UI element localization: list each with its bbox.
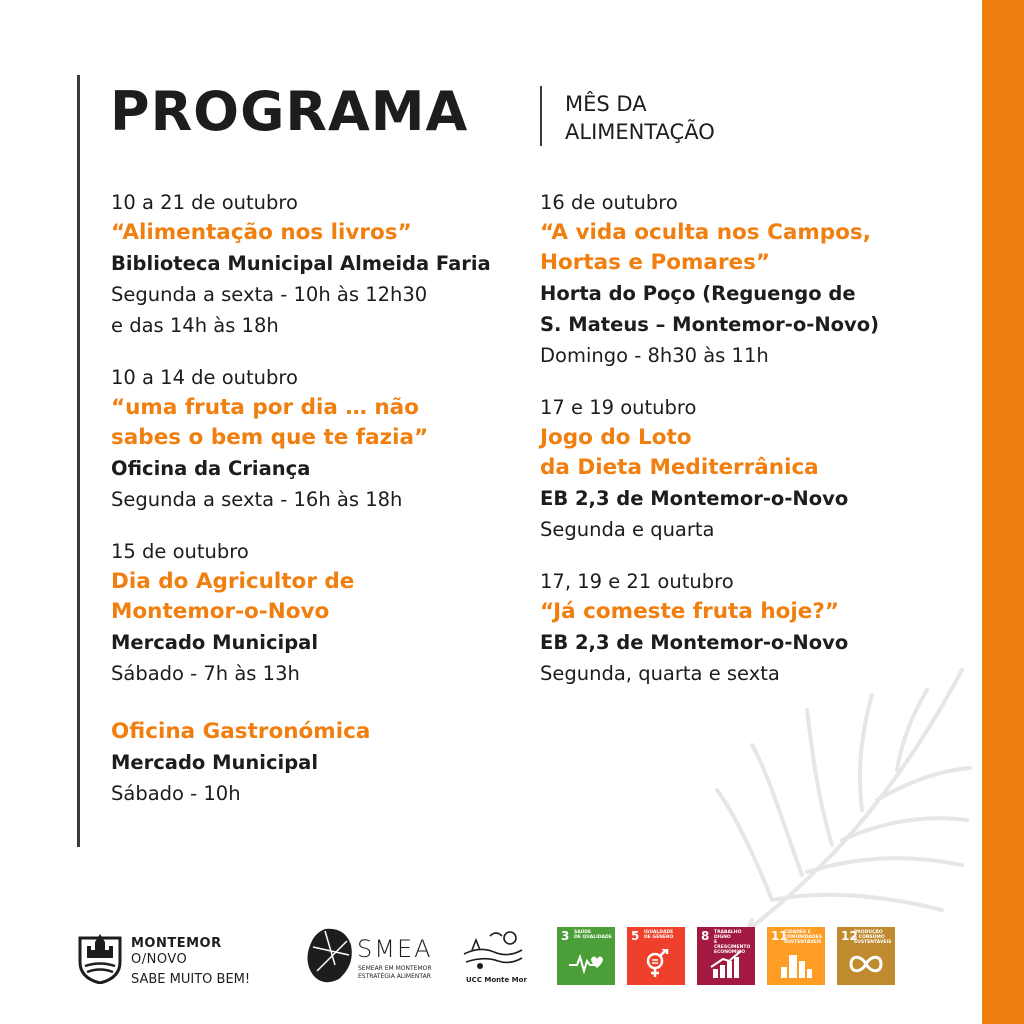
event-venue: Oficina da Criança [111,457,311,480]
sdg-number: 8 [701,929,710,943]
event-schedule: Segunda a sexta - 10h às 12h30 e das 14h às 18h [111,283,428,337]
smea-logo [305,925,445,995]
gender-equality-icon [637,949,675,979]
orange-side-bar [982,0,1024,1024]
event-schedule: Segunda, quarta e sexta [540,662,780,685]
event-schedule: Segunda a sexta - 16h às 18h [111,488,403,511]
sdg-number: 11 [771,929,788,943]
event-item [111,537,521,689]
event-title: “Alimentação nos livros” [111,220,412,245]
sdg-3-badge [557,927,615,985]
event-schedule: Sábado - 7h às 13h [111,662,300,685]
event-title: Oficina Gastronómica [111,719,371,744]
sdg-5-badge [627,927,685,985]
sdg-11-badge [767,927,825,985]
event-item [111,188,521,341]
city-icon [777,949,815,979]
sdg-number: 3 [561,929,570,943]
page-title: PROGRAMA [110,80,469,143]
sdg-label: SAÚDE DE QUALIDADE [574,930,612,940]
event-title: “uma fruta por dia … não sabes o bem que te fazia” [111,395,429,450]
left-divider [77,75,80,847]
montemor-wordmark [131,936,222,968]
event-title: Dia do Agricultor de Montemor-o-Novo [111,569,355,624]
sdg-label: IGUALDADE DE GÉNERO [644,930,674,940]
event-item [111,717,521,809]
smea-name: SMEA [357,935,433,963]
event-title: “Já comeste fruta hoje?” [540,599,839,624]
sdg-12-badge [837,927,895,985]
ucc-logo [460,928,530,998]
event-date: 10 a 14 de outubro [111,366,298,389]
smea-seed-icon [305,925,355,985]
heartbeat-icon [567,949,605,977]
event-item [540,393,950,545]
ucc-landscape-icon [460,928,526,974]
event-date: 16 de outubro [540,191,678,214]
ucc-label: UCC Monte Mor [466,976,527,984]
sdg-number: 12 [841,929,858,943]
castle-shield-icon [77,928,123,984]
infinity-icon [847,949,885,979]
sdg-label: CIDADES E COMUNIDADES SUSTENTÁVEIS [784,930,822,945]
growth-chart-icon [707,949,745,979]
event-date: 15 de outubro [111,540,249,563]
sdg-number: 5 [631,929,640,943]
event-date: 17 e 19 outubro [540,396,697,419]
event-schedule: Segunda e quarta [540,518,715,541]
montemor-slogan: SABE MUITO BEM! [131,972,251,987]
footer-logos [0,920,1000,1010]
event-venue: EB 2,3 de Montemor-o-Novo [540,631,849,654]
event-venue: Mercado Municipal [111,751,319,774]
event-title: Jogo do Loto da Dieta Mediterrânica [540,425,819,480]
event-date: 17, 19 e 21 outubro [540,570,734,593]
event-venue: EB 2,3 de Montemor-o-Novo [540,487,849,510]
events-right-column [540,188,950,711]
smea-tagline: SEMEAR EM MONTEMOR ESTRATÉGIA ALIMENTAR [358,965,432,980]
sdg-8-badge [697,927,755,985]
event-item [111,363,521,515]
header-divider [540,86,542,146]
event-schedule: Sábado - 10h [111,782,241,805]
montemor-logo [77,928,287,998]
montemor-line1: MONTEMOR [131,936,222,951]
sdg-label: PRODUÇÃO E CONSUMO SUSTENTÁVEIS [854,930,892,945]
event-date: 10 a 21 de outubro [111,191,298,214]
events-left-column [111,188,521,831]
event-venue: Biblioteca Municipal Almeida Faria [111,252,491,275]
event-venue: Horta do Poço (Reguengo de S. Mateus – Montemor-o-Novo) [540,282,880,336]
sdg-label: TRABALHO DIGNO E CRESCIMENTO ECONÓMICO [714,930,751,955]
event-item [540,188,950,371]
montemor-line2: O/NOVO [131,952,188,967]
page-subtitle: MÊS DA ALIMENTAÇÃO [565,92,715,144]
event-venue: Mercado Municipal [111,631,319,654]
event-title: “A vida oculta nos Campos, Hortas e Pomares” [540,220,871,275]
event-schedule: Domingo - 8h30 às 11h [540,344,769,367]
